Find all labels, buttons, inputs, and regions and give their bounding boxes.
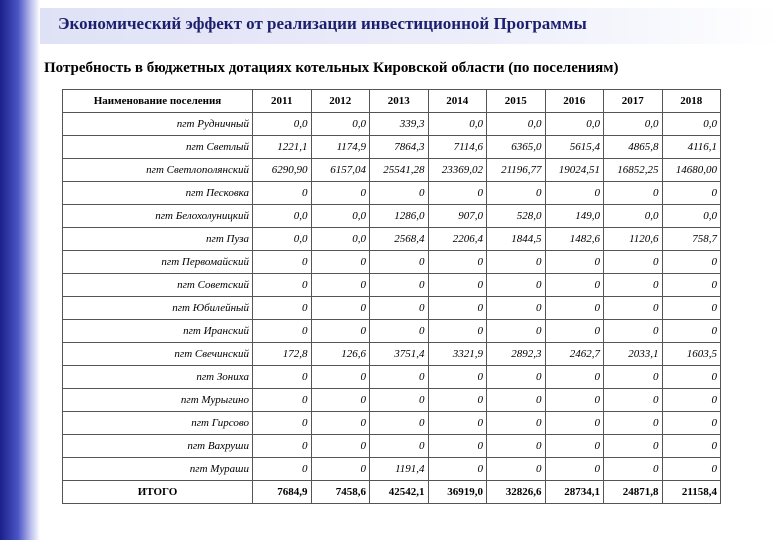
- slide-subtitle: Потребность в бюджетных дотациях котельных Кировской области (по поселениям): [44, 60, 619, 76]
- settlement-name: пгт Пуза: [63, 228, 253, 251]
- value-cell: 21196,77: [487, 159, 546, 182]
- value-cell: 0: [311, 435, 370, 458]
- value-cell: 0,0: [428, 113, 487, 136]
- value-cell: 0,0: [545, 113, 604, 136]
- value-cell: 528,0: [487, 205, 546, 228]
- value-cell: 0: [428, 297, 487, 320]
- value-cell: 2892,3: [487, 343, 546, 366]
- value-cell: 4116,1: [662, 136, 721, 159]
- header-year: 2012: [311, 90, 370, 113]
- value-cell: 0,0: [311, 113, 370, 136]
- value-cell: 0: [311, 389, 370, 412]
- value-cell: 0: [487, 274, 546, 297]
- value-cell: 0: [253, 274, 312, 297]
- value-cell: 0: [253, 412, 312, 435]
- value-cell: 0: [428, 458, 487, 481]
- value-cell: 0: [370, 366, 429, 389]
- table-row: [63, 343, 721, 366]
- total-value-cell: 32826,6: [487, 481, 546, 504]
- value-cell: 19024,51: [545, 159, 604, 182]
- value-cell: 23369,02: [428, 159, 487, 182]
- table-row: [63, 435, 721, 458]
- value-cell: 0: [487, 297, 546, 320]
- value-cell: 0: [311, 412, 370, 435]
- value-cell: 6157,04: [311, 159, 370, 182]
- table-row: [63, 159, 721, 182]
- value-cell: 0: [311, 274, 370, 297]
- header-year: 2017: [604, 90, 663, 113]
- value-cell: 0: [604, 366, 663, 389]
- value-cell: 0: [370, 320, 429, 343]
- value-cell: 1174,9: [311, 136, 370, 159]
- header-year: 2016: [545, 90, 604, 113]
- value-cell: 0: [604, 458, 663, 481]
- value-cell: 6365,0: [487, 136, 546, 159]
- total-value-cell: 24871,8: [604, 481, 663, 504]
- value-cell: 0: [311, 366, 370, 389]
- table-row: [63, 320, 721, 343]
- value-cell: 0: [253, 251, 312, 274]
- slide-title: Экономический эффект от реализации инвестиционной Программы: [58, 14, 587, 33]
- value-cell: 0: [487, 182, 546, 205]
- value-cell: 0: [545, 297, 604, 320]
- value-cell: 0: [311, 251, 370, 274]
- settlement-name: пгт Рудничный: [63, 113, 253, 136]
- value-cell: 0,0: [253, 228, 312, 251]
- value-cell: 1120,6: [604, 228, 663, 251]
- value-cell: 1482,6: [545, 228, 604, 251]
- value-cell: 0: [545, 366, 604, 389]
- value-cell: 0: [253, 458, 312, 481]
- value-cell: 0: [311, 320, 370, 343]
- value-cell: 25541,28: [370, 159, 429, 182]
- value-cell: 126,6: [311, 343, 370, 366]
- value-cell: 0: [253, 435, 312, 458]
- table-header-row: [63, 90, 721, 113]
- value-cell: 0: [545, 182, 604, 205]
- table-row: [63, 182, 721, 205]
- value-cell: 0: [370, 274, 429, 297]
- settlement-name: пгт Светлый: [63, 136, 253, 159]
- settlement-name: пгт Мураши: [63, 458, 253, 481]
- value-cell: 0: [487, 251, 546, 274]
- value-cell: 0: [428, 412, 487, 435]
- settlement-name: пгт Иранский: [63, 320, 253, 343]
- value-cell: 0: [253, 182, 312, 205]
- table-row: [63, 412, 721, 435]
- value-cell: 0: [662, 458, 721, 481]
- settlement-name: пгт Юбилейный: [63, 297, 253, 320]
- table-row: [63, 205, 721, 228]
- table-row: [63, 228, 721, 251]
- value-cell: 0: [428, 182, 487, 205]
- value-cell: 0: [428, 251, 487, 274]
- value-cell: 0: [487, 435, 546, 458]
- value-cell: 4865,8: [604, 136, 663, 159]
- total-value-cell: 7684,9: [253, 481, 312, 504]
- value-cell: 0: [487, 366, 546, 389]
- total-value-cell: 42542,1: [370, 481, 429, 504]
- settlement-name: пгт Белохолуницкий: [63, 205, 253, 228]
- value-cell: 0: [253, 297, 312, 320]
- total-value-cell: 7458,6: [311, 481, 370, 504]
- table-row: [63, 297, 721, 320]
- value-cell: 0: [604, 297, 663, 320]
- value-cell: 172,8: [253, 343, 312, 366]
- value-cell: 0: [545, 412, 604, 435]
- value-cell: 6290,90: [253, 159, 312, 182]
- value-cell: 0: [662, 297, 721, 320]
- value-cell: 0: [428, 435, 487, 458]
- total-row: [63, 481, 721, 504]
- table-row: [63, 458, 721, 481]
- value-cell: 339,3: [370, 113, 429, 136]
- value-cell: 0: [662, 389, 721, 412]
- value-cell: 0: [253, 389, 312, 412]
- value-cell: 1286,0: [370, 205, 429, 228]
- value-cell: 0: [662, 251, 721, 274]
- value-cell: 0: [604, 389, 663, 412]
- value-cell: 0: [604, 274, 663, 297]
- value-cell: 0,0: [662, 113, 721, 136]
- value-cell: 0,0: [662, 205, 721, 228]
- value-cell: 0,0: [487, 113, 546, 136]
- value-cell: 0: [604, 435, 663, 458]
- value-cell: 1603,5: [662, 343, 721, 366]
- value-cell: 0: [370, 389, 429, 412]
- value-cell: 0: [545, 320, 604, 343]
- value-cell: 0: [545, 389, 604, 412]
- value-cell: 0: [487, 458, 546, 481]
- value-cell: 0: [545, 251, 604, 274]
- value-cell: 0,0: [604, 113, 663, 136]
- value-cell: 0: [662, 320, 721, 343]
- value-cell: 0: [487, 320, 546, 343]
- value-cell: 0: [253, 366, 312, 389]
- value-cell: 0: [545, 435, 604, 458]
- value-cell: 0: [428, 320, 487, 343]
- settlement-name: пгт Вахруши: [63, 435, 253, 458]
- total-value-cell: 36919,0: [428, 481, 487, 504]
- settlement-name: пгт Советский: [63, 274, 253, 297]
- settlement-name: пгт Мурыгино: [63, 389, 253, 412]
- value-cell: 0: [545, 274, 604, 297]
- value-cell: 3751,4: [370, 343, 429, 366]
- value-cell: 0,0: [311, 228, 370, 251]
- table-row: [63, 274, 721, 297]
- value-cell: 0: [662, 274, 721, 297]
- value-cell: 758,7: [662, 228, 721, 251]
- value-cell: 0: [370, 251, 429, 274]
- settlement-name: пгт Песковка: [63, 182, 253, 205]
- table-row: [63, 366, 721, 389]
- value-cell: 0: [428, 389, 487, 412]
- value-cell: 7114,6: [428, 136, 487, 159]
- value-cell: 0,0: [253, 205, 312, 228]
- value-cell: 0: [311, 297, 370, 320]
- value-cell: 0: [604, 182, 663, 205]
- settlement-name: пгт Первомайский: [63, 251, 253, 274]
- value-cell: 5615,4: [545, 136, 604, 159]
- value-cell: 2206,4: [428, 228, 487, 251]
- value-cell: 0: [370, 182, 429, 205]
- value-cell: 1221,1: [253, 136, 312, 159]
- value-cell: 0,0: [253, 113, 312, 136]
- value-cell: 0: [662, 182, 721, 205]
- value-cell: 0: [487, 412, 546, 435]
- value-cell: 0: [311, 182, 370, 205]
- header-year: 2013: [370, 90, 429, 113]
- value-cell: 0: [487, 389, 546, 412]
- header-year: 2011: [253, 90, 312, 113]
- value-cell: 0: [370, 435, 429, 458]
- header-year: 2018: [662, 90, 721, 113]
- value-cell: 0: [311, 458, 370, 481]
- value-cell: 14680,00: [662, 159, 721, 182]
- value-cell: 1191,4: [370, 458, 429, 481]
- value-cell: 0: [662, 435, 721, 458]
- table-row: [63, 136, 721, 159]
- settlement-name: пгт Свечинский: [63, 343, 253, 366]
- value-cell: 0,0: [311, 205, 370, 228]
- subsidy-table: [62, 89, 721, 504]
- header-year: 2015: [487, 90, 546, 113]
- value-cell: 2568,4: [370, 228, 429, 251]
- value-cell: 0: [370, 297, 429, 320]
- total-value-cell: 28734,1: [545, 481, 604, 504]
- value-cell: 0: [428, 274, 487, 297]
- table-row: [63, 251, 721, 274]
- value-cell: 1844,5: [487, 228, 546, 251]
- value-cell: 0: [662, 366, 721, 389]
- value-cell: 0,0: [604, 205, 663, 228]
- value-cell: 2462,7: [545, 343, 604, 366]
- value-cell: 0: [428, 366, 487, 389]
- total-label: ИТОГО: [63, 481, 253, 504]
- value-cell: 0: [604, 320, 663, 343]
- value-cell: 149,0: [545, 205, 604, 228]
- table-row: [63, 389, 721, 412]
- value-cell: 0: [545, 458, 604, 481]
- settlement-name: пгт Зониха: [63, 366, 253, 389]
- settlement-name: пгт Гирсово: [63, 412, 253, 435]
- settlement-name: пгт Светлополянский: [63, 159, 253, 182]
- value-cell: 0: [604, 412, 663, 435]
- table-row: [63, 113, 721, 136]
- value-cell: 0: [253, 320, 312, 343]
- total-value-cell: 21158,4: [662, 481, 721, 504]
- value-cell: 0: [370, 412, 429, 435]
- value-cell: 2033,1: [604, 343, 663, 366]
- value-cell: 7864,3: [370, 136, 429, 159]
- value-cell: 0: [662, 412, 721, 435]
- value-cell: 16852,25: [604, 159, 663, 182]
- value-cell: 3321,9: [428, 343, 487, 366]
- header-settlement-name: Наименование поселения: [63, 90, 253, 113]
- value-cell: 907,0: [428, 205, 487, 228]
- header-year: 2014: [428, 90, 487, 113]
- value-cell: 0: [604, 251, 663, 274]
- slide-side-bar: [0, 0, 40, 540]
